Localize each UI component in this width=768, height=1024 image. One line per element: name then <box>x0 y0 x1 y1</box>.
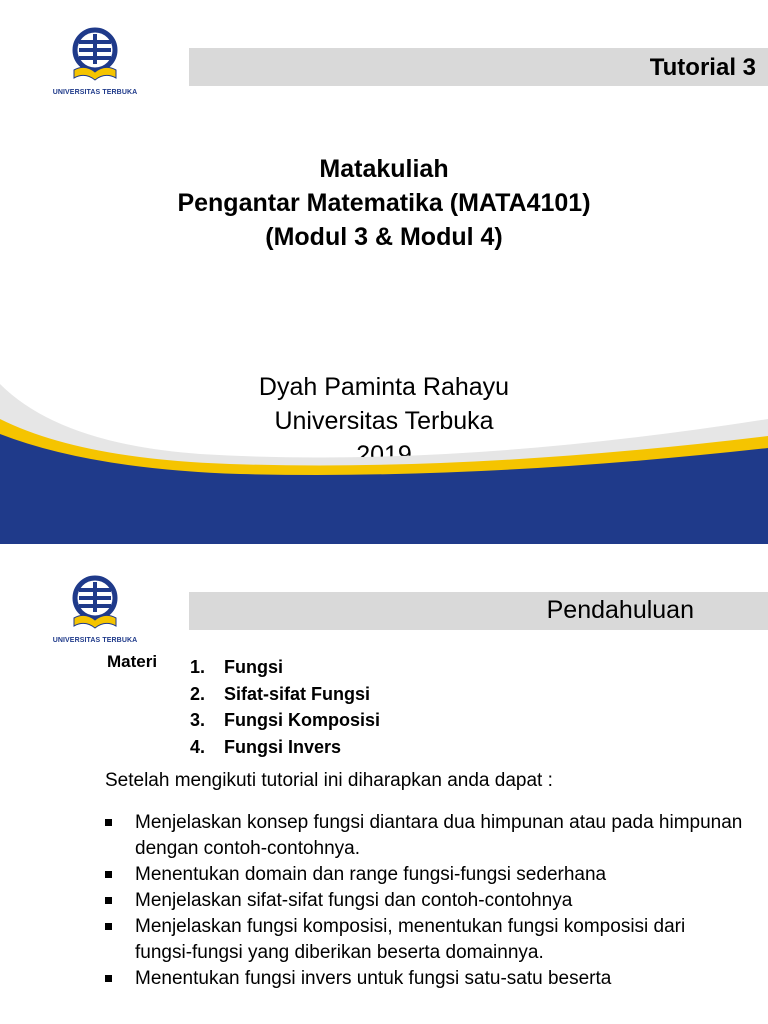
ut-emblem-icon <box>52 574 138 634</box>
slide-title: Tutorial 3 <box>649 54 756 81</box>
course-block <box>0 152 768 254</box>
author-affiliation: Universitas Terbuka <box>274 407 494 435</box>
list-item: Menjelaskan fungsi komposisi, menentukan fungsi komposisi dari fungsi-fungsi yang diberikan beserta domainnya. <box>105 914 745 966</box>
item-text: Fungsi <box>224 657 283 677</box>
logo-text: UNIVERSITAS TERBUKA <box>52 89 138 96</box>
list-item <box>190 707 380 734</box>
decorative-wave <box>0 364 768 544</box>
logo-text: UNIVERSITAS TERBUKA <box>52 637 138 644</box>
course-line: Matakuliah <box>319 155 449 183</box>
course-line: Pengantar Matematika (MATA4101) <box>177 189 591 217</box>
university-logo <box>52 574 138 644</box>
list-item: Menjelaskan konsep fungsi diantara dua himpunan atau pada himpunan dengan contoh-contohnya. <box>105 810 745 862</box>
title-bar <box>189 592 768 630</box>
item-number: 2. <box>190 683 206 704</box>
list-item: Menentukan fungsi invers untuk fungsi satu-satu beserta <box>105 966 745 992</box>
materi-list <box>190 654 380 760</box>
author-year: 2019 <box>356 441 412 469</box>
item-number: 4. <box>190 736 206 757</box>
objectives-list <box>105 810 745 992</box>
university-logo <box>52 26 138 96</box>
list-item: Menentukan domain dan range fungsi-fungsi sederhana <box>105 862 745 888</box>
item-text: Sifat-sifat Fungsi <box>224 683 371 704</box>
intro-text: Setelah mengikuti tutorial ini diharapkan anda dapat : <box>105 770 553 791</box>
list-item: Menjelaskan sifat-sifat fungsi dan contoh-contohnya <box>105 888 745 914</box>
item-number: 1. <box>190 657 206 677</box>
author-name: Dyah Paminta Rahayu <box>258 373 510 401</box>
list-item <box>190 681 380 708</box>
materi-label: Materi <box>107 652 158 671</box>
list-item <box>190 734 380 761</box>
title-bar <box>189 48 768 86</box>
slide-separator <box>0 544 768 556</box>
intro-slide <box>0 556 768 1024</box>
list-item <box>190 654 380 681</box>
slide-title: Pendahuluan <box>546 596 694 624</box>
item-text: Fungsi Invers <box>224 736 342 757</box>
ut-emblem-icon <box>52 26 138 86</box>
course-line: (Modul 3 & Modul 4) <box>265 223 503 251</box>
item-text: Fungsi Komposisi <box>224 710 381 730</box>
item-number: 3. <box>190 710 206 730</box>
